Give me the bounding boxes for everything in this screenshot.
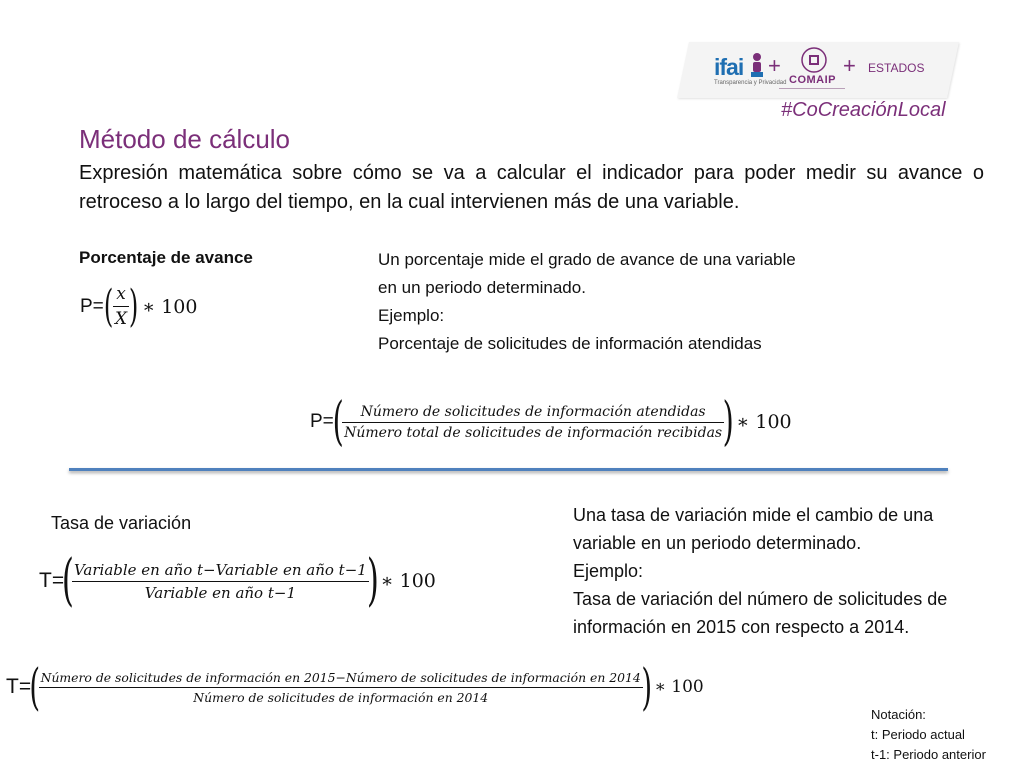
percentage-description-line: Un porcentaje mide el grado de avance de una variable [378,250,796,269]
percentage-formula [80,280,198,332]
formula-denominator: Variable en año t−1 [144,583,296,602]
formula-fraction [113,284,129,329]
formula-denominator: Número de solicitudes de información en 2014 [193,689,489,705]
formula-lead: T= [39,569,65,592]
formula-fraction [72,561,369,602]
formula-denominator: Número total de solicitudes de información recibidas [344,424,723,441]
formula-lead: P= [310,411,334,432]
ifai-logo: ifai [714,54,744,80]
formula-lead: T= [6,675,32,698]
percentage-label: Porcentaje de avance [79,248,253,267]
rate-formula [39,548,436,613]
ifai-logo-subtitle: Transparencia y Privacidad [714,80,787,86]
formula-multiplier: ∗ 100 [654,677,704,697]
formula-multiplier: ∗ 100 [736,411,792,433]
comaip-logo-underline [779,88,845,89]
percentage-description-line: Ejemplo: [378,306,445,325]
rate-description-line: variable en un periodo determinado. [573,533,862,553]
formula-lead: P= [80,295,104,317]
percentage-description-line: Porcentaje de solicitudes de información atendidas [378,334,762,353]
section-divider [69,468,948,471]
formula-numerator: Número de solicitudes de información en 2015−Número de solicitudes de información en 2014 [39,670,643,688]
rate-description [573,501,1013,641]
rate-label: Tasa de variación [51,513,192,533]
page-title: Método de cálculo [79,124,291,154]
rate-description-line: información en 2015 con respecto a 2014. [573,617,910,637]
formula-multiplier: ∗ 100 [380,570,436,592]
right-paren: ) [641,658,652,716]
formula-numerator: x [113,284,129,307]
intro-paragraph: Expresión matemática sobre cómo se va a calcular el indicador para poder medir su avance o retroceso a lo largo del tiempo, en la cual intervienen más de una variable. [79,162,984,213]
rate-example-formula [6,658,704,716]
percentage-description [378,246,918,358]
logo-plus-sign: + [843,53,856,78]
comaip-emblem-icon [800,46,828,74]
left-paren: ( [103,280,114,332]
person-icon [748,52,766,78]
right-paren: ) [722,392,734,452]
formula-fraction [39,670,643,705]
formula-numerator: Número de solicitudes de información atendidas [342,404,724,423]
right-paren: ) [366,548,379,613]
formula-denominator: X [114,309,128,329]
hashtag: #CoCreaciónLocal [781,99,946,121]
left-paren: ( [62,548,75,613]
percentage-example-formula [310,392,792,452]
notation-title: Notación: [871,707,926,722]
right-paren: ) [128,280,139,332]
left-paren: ( [29,658,41,716]
notation-note [871,705,986,765]
notation-item: t-1: Periodo anterior [871,747,986,762]
left-paren: ( [332,392,344,452]
rate-description-line: Tasa de variación del número de solicitudes de [573,589,948,609]
rate-description-line: Ejemplo: [573,561,644,581]
percentage-description-line: en un periodo determinado. [378,278,586,297]
formula-fraction [342,404,724,441]
logo-plus-sign: + [768,53,781,78]
formula-numerator: Variable en año t−Variable en año t−1 [72,561,369,582]
formula-multiplier: ∗ 100 [142,295,198,318]
rate-description-line: Una tasa de variación mide el cambio de una [573,505,934,525]
estados-label: ESTADOS [868,61,925,75]
notation-item: t: Periodo actual [871,727,965,742]
comaip-logo: COMAIP [789,74,836,86]
